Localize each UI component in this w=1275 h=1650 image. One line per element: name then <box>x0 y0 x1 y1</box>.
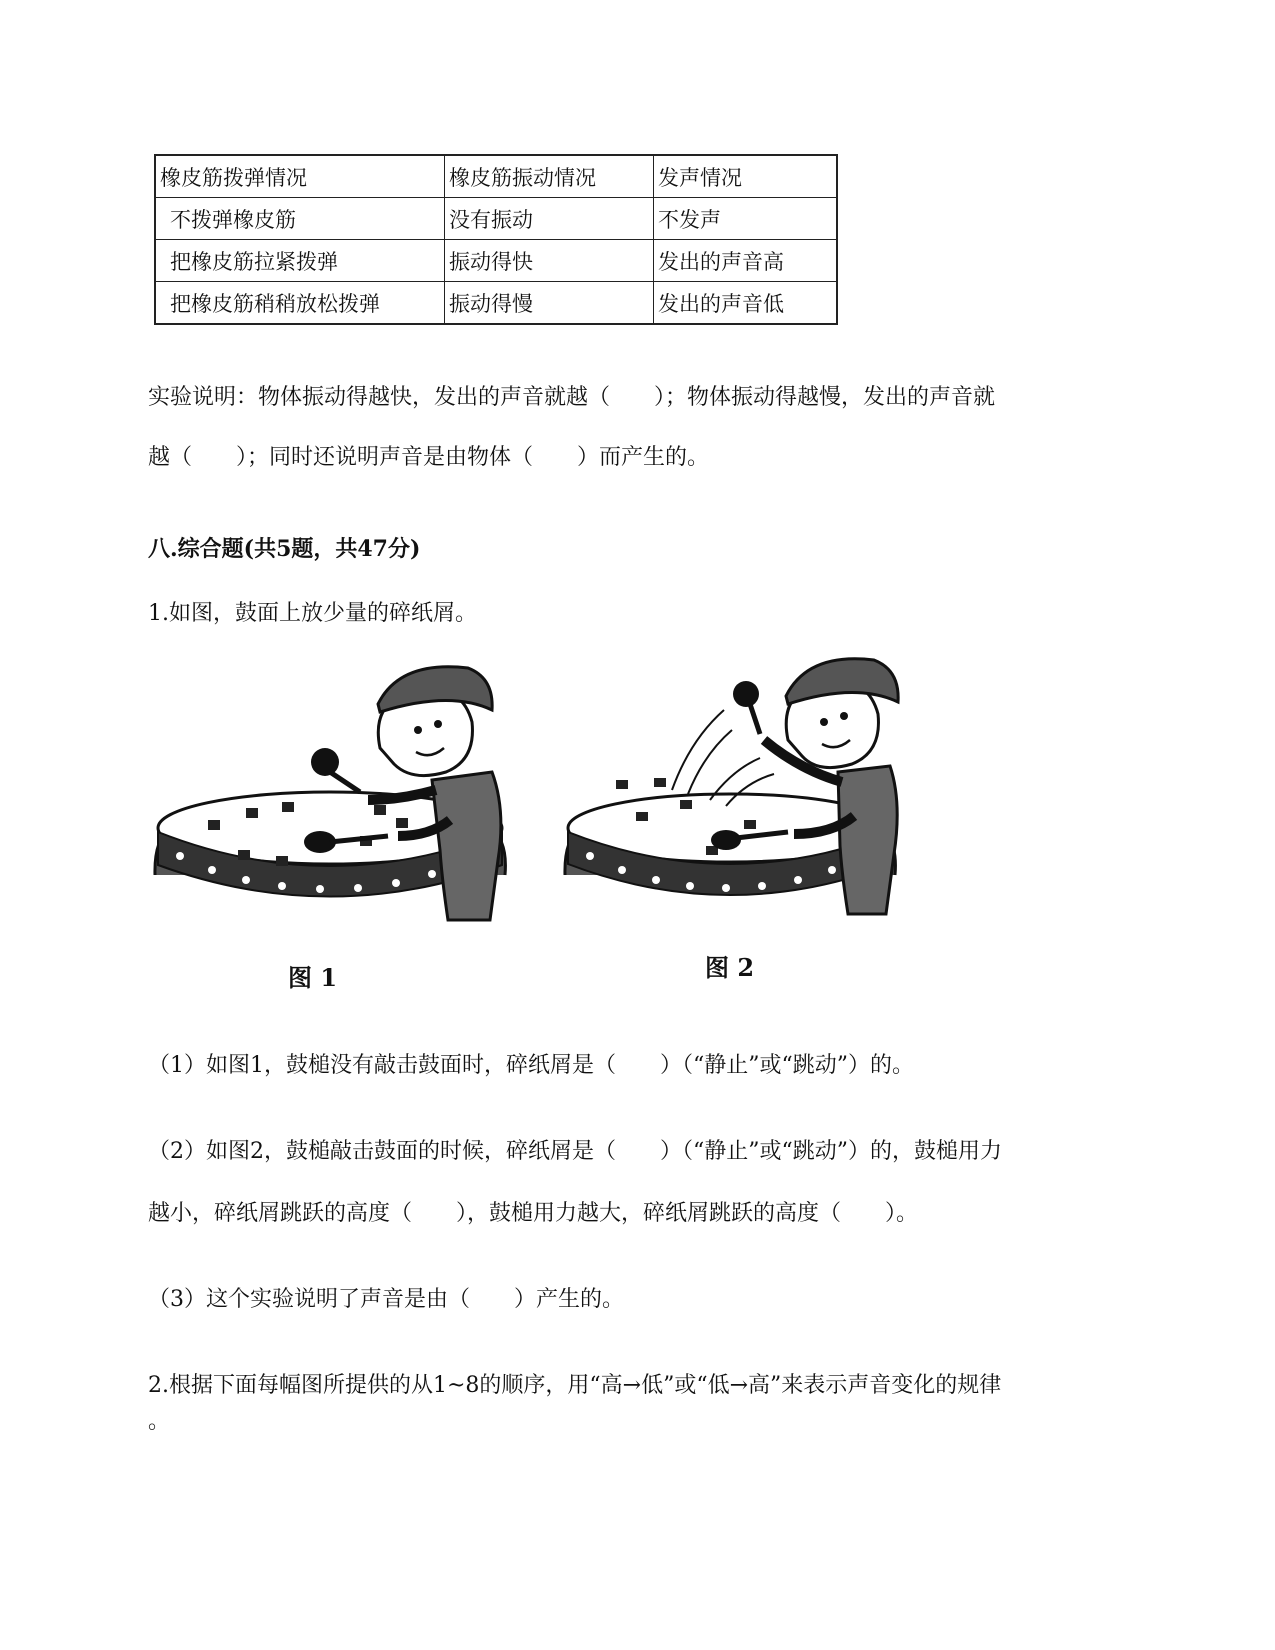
table-cell: 振动得慢 <box>445 282 654 325</box>
table-row <box>155 282 837 325</box>
table-header-cell: 橡皮筋振动情况 <box>445 155 654 198</box>
table-cell: 把橡皮筋稍稍放松拨弹 <box>155 282 445 325</box>
figure-1-caption: 图 1 <box>288 963 338 992</box>
q1-prompt: 1.如图，鼓面上放少量的碎纸屑。 <box>148 601 477 626</box>
table-cell: 振动得快 <box>445 240 654 282</box>
experiment-table <box>154 154 838 325</box>
table-cell: 发出的声音高 <box>654 240 838 282</box>
table-row <box>155 240 837 282</box>
q2-prompt-line-2: 。 <box>148 1409 171 1434</box>
figure-1-drum-still <box>150 660 520 930</box>
section-heading: 八.综合题(共5题，共47分) <box>148 536 421 562</box>
table-header-cell: 橡皮筋拨弹情况 <box>155 155 445 198</box>
q1-part-2-line-2: 越小，碎纸屑跳跃的高度（ ），鼓槌用力越大，碎纸屑跳跃的高度（ ）。 <box>148 1201 919 1226</box>
table-cell: 不拨弹橡皮筋 <box>155 198 445 240</box>
conclusion-line-2: 越（ ）；同时还说明声音是由物体（ ）而产生的。 <box>148 445 710 470</box>
conclusion-line-1: 实验说明：物体振动得越快，发出的声音就越（ ）；物体振动得越慢，发出的声音就 <box>148 385 996 410</box>
q1-part-3: （3）这个实验说明了声音是由（ ）产生的。 <box>148 1287 624 1312</box>
table-row <box>155 198 837 240</box>
table-cell: 发出的声音低 <box>654 282 838 325</box>
q1-part-2-line-1: （2）如图2，鼓槌敲击鼓面的时候，碎纸屑是（ ）（“静止”或“跳动”）的，鼓槌用力 <box>148 1139 1002 1164</box>
table-header-cell: 发声情况 <box>654 155 838 198</box>
table-cell: 不发声 <box>654 198 838 240</box>
q2-prompt-line-1: 2.根据下面每幅图所提供的从1~8的顺序，用“高→低”或“低→高”来表示声音变化的规律 <box>148 1373 1002 1398</box>
figure-2-caption: 图 2 <box>705 953 755 982</box>
q1-part-1: （1）如图1，鼓槌没有敲击鼓面时，碎纸屑是（ ）（“静止”或“跳动”）的。 <box>148 1053 914 1078</box>
table-cell: 没有振动 <box>445 198 654 240</box>
table-cell: 把橡皮筋拉紧拨弹 <box>155 240 445 282</box>
figure-2-drum-struck <box>560 650 900 930</box>
table-header-row <box>155 155 837 198</box>
